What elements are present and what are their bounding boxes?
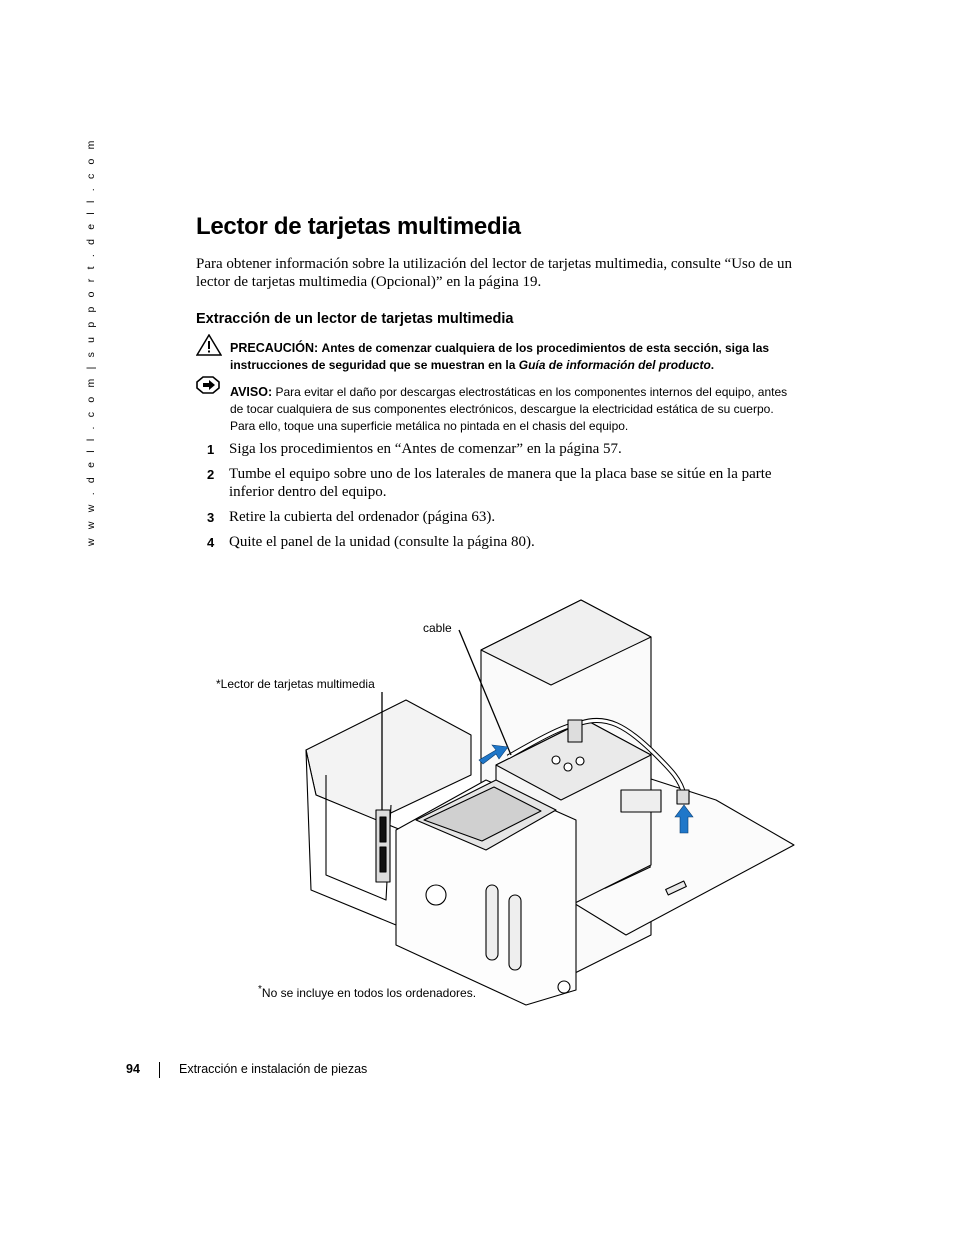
footnote-text: No se incluye en todos los ordenadores.: [261, 986, 477, 1000]
computer-illustration: [196, 595, 806, 1015]
arrow-icon: [675, 805, 693, 833]
page-number: 94: [126, 1062, 140, 1076]
steps-list: [196, 440, 806, 558]
notice-label: AVISO:: [230, 385, 273, 399]
caution-note: [230, 340, 800, 374]
side-url: w w w . d e l l . c o m | s u p p o r t . d e l l . c o m: [85, 137, 97, 547]
step-number: 3: [207, 510, 215, 525]
direction-arrows: [196, 595, 806, 1015]
step-number: 1: [207, 442, 215, 457]
caution-label: PRECAUCIÓN:: [230, 341, 319, 355]
notice-stop-icon: [196, 376, 220, 394]
step-item: [196, 533, 806, 551]
caution-link: Guía de información del producto: [518, 358, 711, 372]
step-text: Tumbe el equipo sobre uno de los laterales de manera que la placa base se sitúe en la parte inferior dentro del equipo.: [229, 466, 772, 500]
footnote: [258, 984, 476, 1000]
cable-label: cable: [423, 621, 452, 635]
step-text: Siga los procedimientos en “Antes de comenzar” en la página 57.: [229, 441, 622, 457]
step-number: 2: [207, 467, 215, 482]
card-reader-label: *Lector de tarjetas multimedia: [216, 677, 375, 691]
page-title: Lector de tarjetas multimedia: [196, 213, 521, 240]
step-item: [196, 465, 806, 501]
step-item: [196, 440, 806, 458]
step-item: [196, 508, 806, 526]
footer-divider: [159, 1062, 160, 1078]
caution-end: .: [710, 358, 715, 372]
footnote-mark: *: [258, 984, 262, 995]
caution-text: Antes de comenzar cualquiera de los procedimientos de esta sección, siga las instrucciones de seguridad que se muestran en la: [230, 341, 770, 372]
footer-section: Extracción e instalación de piezas: [179, 1062, 368, 1076]
step-number: 4: [207, 535, 215, 550]
step-text: Quite el panel de la unidad (consulte la página 80).: [229, 534, 535, 550]
step-text: Retire la cubierta del ordenador (página 63).: [229, 509, 496, 525]
notice-note: [230, 384, 800, 435]
notice-text: Para evitar el daño por descargas electrostáticas en los componentes internos del equipo, antes de tocar cualquiera de sus componentes electrónicos, descargue la electricidad estática de su cuerpo. Para ello, toque una superficie metálica no pintada en el chasis del equipo.: [230, 385, 788, 433]
caution-triangle-icon: [196, 334, 222, 356]
arrow-icon: [479, 745, 508, 764]
intro-paragraph: Para obtener información sobre la utilización del lector de tarjetas multimedia, consulte “Uso de un lector de tarjetas multimedia (Opcional)” en la página 19.: [196, 256, 793, 290]
section-subtitle: Extracción de un lector de tarjetas multimedia: [196, 311, 514, 327]
